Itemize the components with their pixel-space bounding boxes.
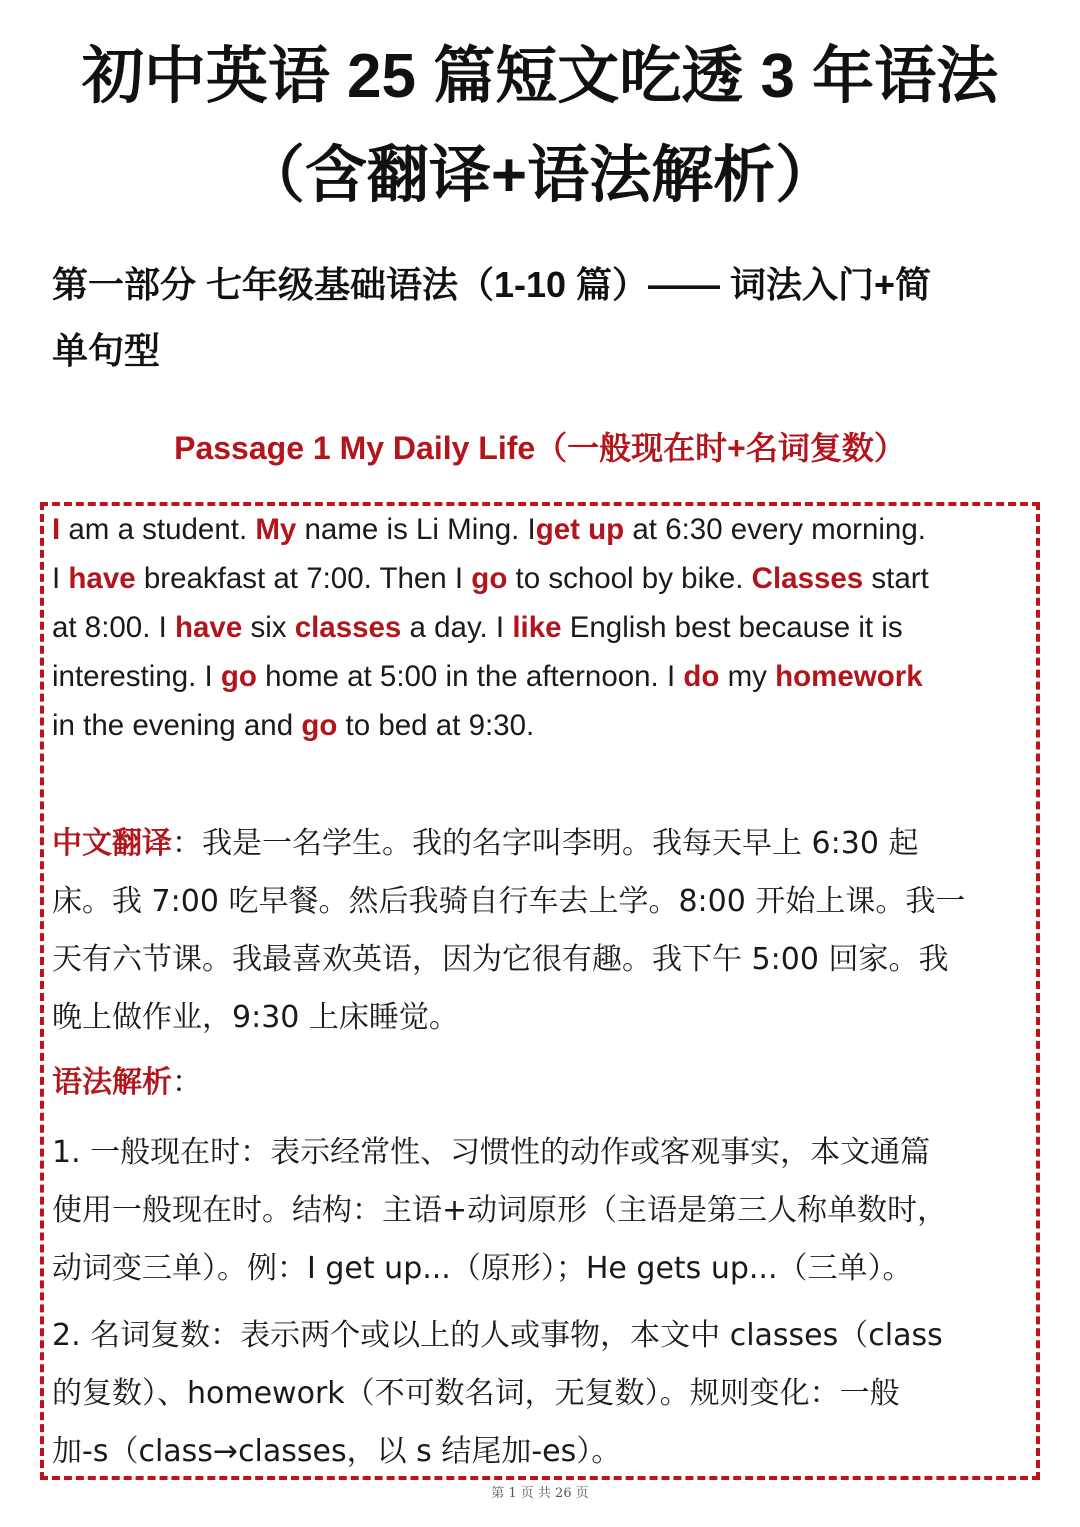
passage-text-segment: home at 5:00 in the afternoon. I [256, 660, 684, 693]
highlighted-keyword: I [52, 513, 61, 546]
passage-text-segment: interesting. I [52, 660, 221, 693]
grammar-line: 使用一般现在时。结构：主语+动词原形（主语是第三人称单数时， [52, 1193, 948, 1228]
translation-line: 晚上做作业，9:30 上床睡觉。 [52, 1000, 459, 1035]
highlighted-keyword: classes [294, 611, 402, 644]
highlighted-keyword: have [175, 611, 243, 644]
translation-label: 中文翻译 [52, 826, 172, 861]
grammar-point-2 [52, 1307, 1037, 1481]
page-footer: 第 1 页 共 26 页 [491, 1486, 589, 1501]
highlighted-keyword: get up [535, 513, 625, 546]
highlighted-keyword: go [220, 660, 257, 693]
grammar-line: 1. 一般现在时：表示经常性、习惯性的动作或客观事实，本文通篇 [52, 1135, 931, 1170]
passage-line [52, 652, 1032, 701]
highlighted-keyword: do [683, 660, 720, 693]
translation-text: ：我是一名学生。我的名字叫李明。我每天早上 6:30 起 [172, 826, 919, 861]
passage-line [52, 554, 1032, 603]
passage-text-segment: am a student. [60, 513, 256, 546]
translation-line: 床。我 7:00 吃早餐。然后我骑自行车去上学。8:00 开始上课。我一 [52, 884, 966, 919]
passage-text-segment: a day. I [401, 611, 513, 644]
highlighted-keyword: like [512, 611, 562, 644]
grammar-label: 语法解析 [52, 1065, 172, 1100]
passage-text-segment: I [52, 562, 69, 595]
passage-line [52, 701, 1032, 750]
translation-line [52, 815, 1037, 873]
passage-text-segment: at 6:30 every morning. [624, 513, 926, 546]
grammar-line: 2. 名词复数：表示两个或以上的人或事物，本文中 classes（class [52, 1318, 943, 1353]
grammar-heading [52, 1058, 202, 1108]
grammar-line: 的复数）、homework（不可数名词，无复数）。规则变化：一般 [52, 1376, 900, 1411]
highlighted-keyword: go [471, 562, 508, 595]
document-title-line-2: （含翻译+语法解析） [242, 141, 838, 210]
grammar-line: 动词变三单）。例：I get up...（原形）；He gets up...（三单）。 [52, 1251, 913, 1286]
passage-text-segment: in the evening and [52, 709, 302, 742]
passage-text-segment: start [863, 562, 929, 595]
grammar-line: 加-s（class→classes，以 s 结尾加-es）。 [52, 1434, 622, 1469]
passage-text-segment: to bed at 9:30. [337, 709, 535, 742]
passage-title: Passage 1 My Daily Life（一般现在时+名词复数） [174, 430, 906, 466]
passage-text-segment: at 8:00. I [52, 611, 175, 644]
passage-line [52, 505, 1032, 554]
highlighted-keyword: My [255, 513, 297, 546]
highlighted-keyword: Classes [751, 562, 864, 595]
passage-line [52, 603, 1032, 652]
translation-block [52, 815, 1037, 1047]
passage-text-segment: English best because it is [561, 611, 903, 644]
passage-text-segment: breakfast at 7:00. Then I [135, 562, 472, 595]
passage-text-segment: my [719, 660, 776, 693]
section-heading-line-1: 第一部分 七年级基础语法（1-10 篇）—— 词法入门+简 [52, 264, 932, 305]
highlighted-keyword: have [68, 562, 136, 595]
section-heading-line-2: 单句型 [52, 330, 161, 371]
grammar-point-1 [52, 1124, 1037, 1298]
highlighted-keyword: homework [775, 660, 923, 693]
passage-text-segment: to school by bike. [507, 562, 752, 595]
passage-text [52, 505, 1032, 750]
passage-text-segment: name is Li Ming. I [296, 513, 536, 546]
passage-text-segment: six [242, 611, 295, 644]
document-title-line-1: 初中英语 25 篇短文吃透 3 年语法 [81, 42, 999, 111]
highlighted-keyword: go [301, 709, 338, 742]
translation-line: 天有六节课。我最喜欢英语，因为它很有趣。我下午 5:00 回家。我 [52, 942, 949, 977]
grammar-label-colon: ： [172, 1065, 202, 1100]
